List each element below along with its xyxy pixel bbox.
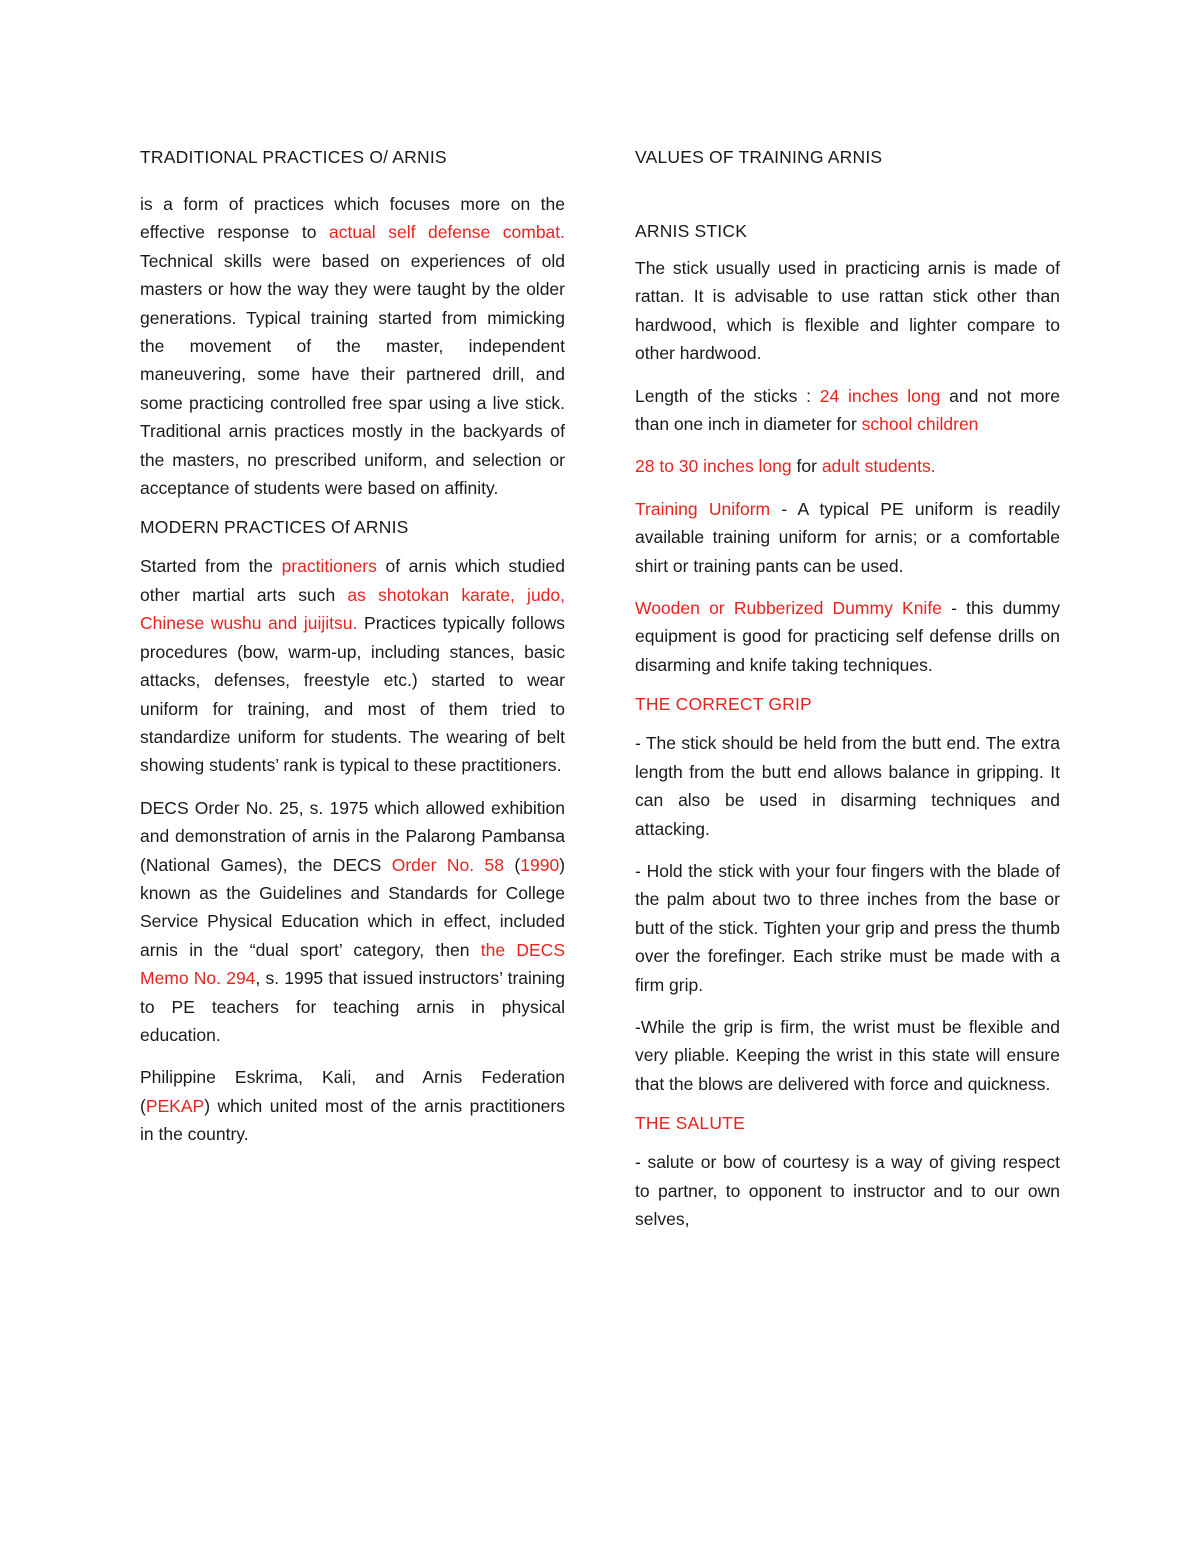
pekap-paragraph: Philippine Eskrima, Kali, and Arnis Federation (PEKAP) which united most of the arnis practitioners in the country. (140, 1067, 565, 1145)
salute-heading: THE SALUTE (635, 1113, 745, 1134)
highlight-28-30-inches: 28 to 30 inches long (635, 456, 792, 477)
highlight-1990: 1990 (520, 854, 560, 875)
highlight-school-children: school children (861, 414, 979, 435)
grip-paragraph-2: - Hold the stick with your four fingers with the blade of the palm about two to three inches from the base or butt of the stick. Tighten your grip and press the thumb over the forefinger. Each strike must be made with a firm grip. (635, 860, 1060, 995)
arnis-stick-paragraph: The stick usually used in practicing arnis is made of rattan. It is advisable to use rattan stick other than hardwood, which is flexible and lighter compare to other hardwood. (635, 258, 1060, 364)
salute-paragraph: - salute or bow of courtesy is a way of giving respect to partner, to opponent to instructor and to our own selves, (635, 1152, 1060, 1229)
traditional-practices-heading: TRADITIONAL PRACTICES O/ ARNIS (140, 147, 447, 167)
values-of-training-heading: VALUES OF TRAINING ARNIS (635, 147, 883, 167)
highlight-decs-memo: the DECS Memo No. 294 (140, 939, 565, 989)
training-uniform-paragraph: Training Uniform - A typical PE uniform is readily available training uniform for arnis; or a comfortable shirt or training pants can be used. (635, 498, 1060, 576)
highlight-training-uniform: Training Uniform (635, 498, 771, 519)
arnis-stick-heading: ARNIS STICK (635, 221, 748, 241)
highlight-adult-students: adult students. (821, 456, 936, 477)
grip-paragraph-3: -While the grip is firm, the wrist must be flexible and very pliable. Keeping the wrist in this state will ensure that the blows are delivered with force and quickness. (635, 1016, 1060, 1094)
highlight-order-58: Order No. 58 (391, 854, 504, 875)
highlight-24-inches: 24 inches long (819, 385, 941, 406)
stick-length-paragraph: Length of the sticks : 24 inches long and not more than one inch in diameter for school children (635, 385, 1061, 435)
adult-length-paragraph: 28 to 30 inches long for adult students. (635, 456, 936, 477)
highlight-self-defense: actual self defense combat. (329, 222, 566, 243)
highlight-dummy-knife: Wooden or Rubberized Dummy Knife (635, 598, 942, 619)
highlight-practitioners: practitioners (281, 556, 377, 577)
right-column (635, 146, 1060, 1233)
grip-paragraph-1: - The stick should be held from the butt end. The extra length from the butt end allows balance in gripping. It can also be used in disarming techniques and attacking. (635, 733, 1060, 839)
highlight-pekap: PEKAP (145, 1095, 205, 1116)
traditional-practices-paragraph: is a form of practices which focuses more on the effective response to actual self defense combat. Technical skills were based on experiences of old masters or how the way they were taught by the older generations. Typical training started from mimicking the movement of the master, independent maneuvering, some have their partnered drill, and some practicing controlled free spar using a live stick. Traditional arnis practices mostly in the backyards of the masters, no prescribed uniform, and selection or acceptance of students were based on affinity. (140, 194, 566, 499)
highlight-martial-arts: as shotokan karate, judo, Chinese wushu and juijitsu. (140, 584, 566, 634)
decs-order-paragraph: DECS Order No. 25, s. 1975 which allowed exhibition and demonstration of arnis in the Palarong Pambansa (National Games), the DECS Order No. 58 (1990) known as the Guidelines and Standards for College Service Physical Education which in effect, included arnis in the “dual sport’ category, then the DECS Memo No. 294, s. 1995 that issued instructors’ training to PE teachers for teaching arnis in physical education. (140, 797, 566, 1045)
correct-grip-heading: THE CORRECT GRIP (635, 694, 812, 715)
left-column (140, 146, 565, 1149)
modern-practices-heading: MODERN PRACTICES Of ARNIS (140, 517, 409, 538)
dummy-knife-paragraph: Wooden or Rubberized Dummy Knife - this dummy equipment is good for practicing self defense drills on disarming and knife taking techniques. (635, 598, 1060, 675)
modern-practices-paragraph: Started from the practitioners of arnis which studied other martial arts such as shotokan karate, judo, Chinese wushu and juijitsu. Practices typically follows procedures (bow, warm-up, including stances, basic attacks, defenses, freestyle etc.) started to wear uniform for training, and most of them tried to standardize uniform for students. The wearing of belt showing students’ rank is typical to these practitioners. (140, 556, 566, 776)
